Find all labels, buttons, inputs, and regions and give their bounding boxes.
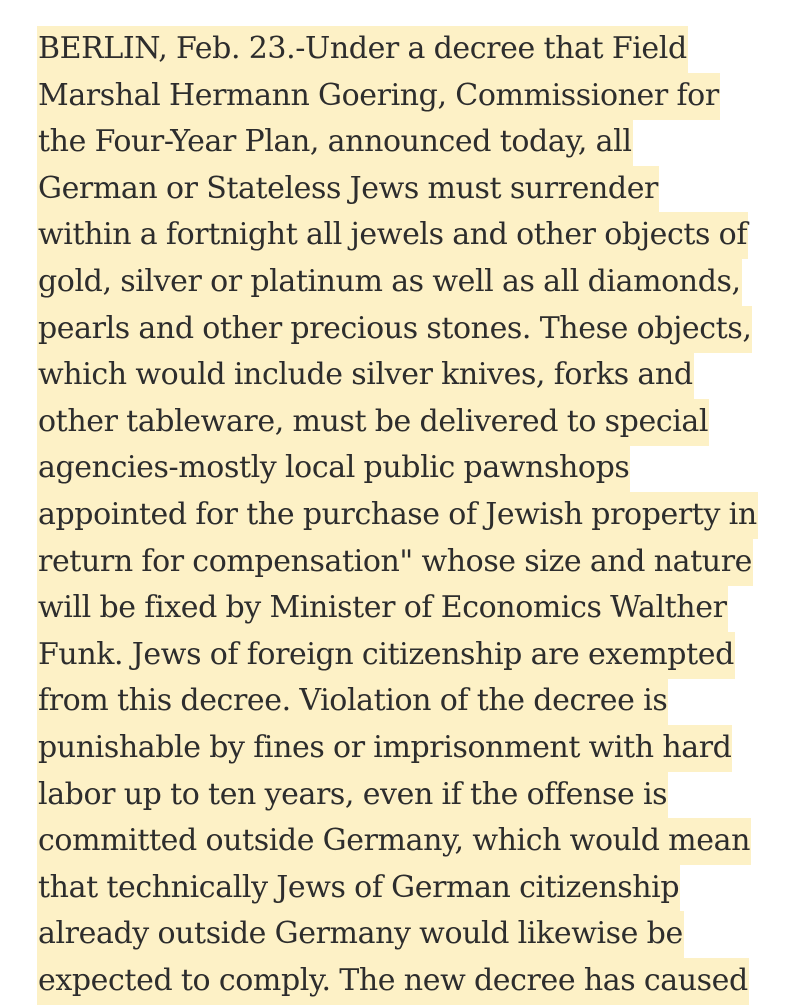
article-line [37, 166, 777, 213]
article-line [37, 73, 777, 120]
highlighted-text: gold, silver or platinum as well as all diamonds, [37, 259, 742, 306]
highlighted-text: expected to comply. The new decree has caused [37, 958, 749, 1005]
highlighted-text: committed outside Germany, which would mean [37, 818, 751, 865]
article-line [37, 585, 777, 632]
highlighted-text: punishable by fines or imprisonment with hard [37, 725, 732, 772]
article-line [37, 306, 777, 353]
highlighted-text: will be fixed by Minister of Economics Walther [37, 585, 728, 632]
highlighted-text: already outside Germany would likewise be [37, 911, 684, 958]
highlighted-text: agencies-mostly local public pawnshops [37, 445, 630, 492]
highlighted-text: within a fortnight all jewels and other objects of [37, 212, 748, 259]
highlighted-text: Funk. Jews of foreign citizenship are exempted [37, 632, 735, 679]
highlighted-text: pearls and other precious stones. These objects, [37, 306, 752, 353]
highlighted-text: labor up to ten years, even if the offense is [37, 772, 668, 819]
highlighted-text: which would include silver knives, forks and [37, 352, 694, 399]
article-line [37, 399, 777, 446]
highlighted-text: the Four-Year Plan, announced today, all [37, 119, 633, 166]
highlighted-text: appointed for the purchase of Jewish property in [37, 492, 758, 539]
highlighted-text: other tableware, must be delivered to special [37, 399, 709, 446]
article-line [37, 865, 777, 912]
article-line [37, 678, 777, 725]
article-line [37, 492, 777, 539]
highlighted-text: from this decree. Violation of the decree is [37, 678, 668, 725]
highlighted-text: return for compensation" whose size and nature [37, 539, 753, 586]
article-line [37, 725, 777, 772]
article-line [37, 539, 777, 586]
article-line [37, 445, 777, 492]
highlighted-text: BERLIN, Feb. 23.-Under a decree that Field [37, 26, 688, 73]
highlighted-text: that technically Jews of German citizenship [37, 865, 680, 912]
article-line [37, 958, 777, 1005]
article-line [37, 26, 777, 73]
highlighted-text: German or Stateless Jews must surrender [37, 166, 659, 213]
article-line [37, 632, 777, 679]
article-line [37, 772, 777, 819]
article-line [37, 911, 777, 958]
highlighted-text: Marshal Hermann Goering, Commissioner for [37, 73, 720, 120]
article-line [37, 818, 777, 865]
article-body [37, 26, 777, 1004]
article-line [37, 119, 777, 166]
article-line [37, 352, 777, 399]
article-line [37, 259, 777, 306]
article-line [37, 212, 777, 259]
